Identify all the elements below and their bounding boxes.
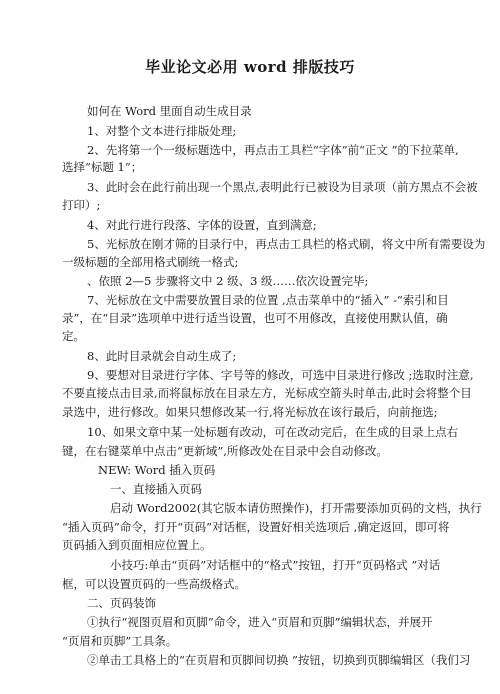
section-heading: NEW: Word 插入页码 (98, 463, 216, 477)
text-line: 小技巧:单击“页码”对话框中的“格式”按钮，打开“页码格式 ”对话 (110, 558, 441, 572)
text-line: 框，可以设置页码的一些高级格式。 (62, 577, 246, 591)
subsection-heading: 二、页码装饰 (87, 596, 156, 610)
text-line: 一级标题的全部用格式刷统一格式; (62, 255, 239, 269)
text-line: 9、要想对目录进行字体、字号等的修改，可选中目录进行修改 ;选取时注意, (87, 368, 474, 382)
text-line: 3、此时会在此行前出现一个黑点,表明此行已被设为目录项（前方黑点不会被 (87, 180, 478, 194)
text-line: 键，在右键菜单中点击“更新域”,所修改处在目录中会自动修改。 (62, 444, 388, 458)
document-title: 毕业论文必用 word 排版技巧 (145, 58, 355, 76)
text-line: 1、对整个文本进行排版处理; (87, 124, 237, 138)
text-line: 启动 Word2002(其它版本请仿照操作)，打开需要添加页码的文档，执行 (110, 501, 482, 515)
text-line: 录”，在“目录”选项单中进行适当设置，也可不用修改，直接使用默认值，确 (62, 311, 448, 325)
text-line: 录选中，进行修改。如果只想修改某一行,将光标放在该行最后，向前拖选; (62, 405, 438, 419)
text-line: ①执行“视图页眉和页脚”命令，进入“页眉和页脚”编辑状态，并展开 (87, 615, 433, 629)
text-line: 不要直接点击目录,而将鼠标放在目录左方，光标成空箭头时单击,此时会将整个目 (62, 386, 472, 400)
text-line: 2、先将第一个一级标题选中，再点击工具栏“字体”前“正文 ”的下拉菜单, (87, 143, 459, 157)
text-line: 4、对此行进行段落、字体的设置，直到满意; (87, 218, 317, 232)
text-line: “页眉和页脚”工具条。 (62, 634, 178, 648)
text-line: 、依照 2—5 步骤将文中 2 级、3 级……依次设置完毕; (87, 274, 369, 288)
text-line: ②单击工具格上的“在页眉和页脚间切换 ”按钮，切换到页脚编辑区（我们习 (87, 653, 471, 667)
text-line: 选择“标题 1”； (62, 160, 143, 174)
text-line: 8、此时目录就会自动生成了; (87, 349, 237, 363)
text-line: 页码插入到页面相应位置上。 (62, 538, 212, 552)
text-line: “插入页码”命令，打开“页码”对话框，设置好相关选项后 ,确定返回，即可将 (62, 520, 450, 534)
subsection-heading: 一、直接插入页码 (110, 482, 202, 496)
text-line: 7、光标放在文中需要放置目录的位置 ,点击菜单中的“插入” -“索引和目 (87, 293, 449, 307)
text-line: 5、光标放在刚才筛的目录行中，再点击工具栏的格式刷，将文中所有需要设为 (87, 237, 486, 251)
text-line: 定。 (62, 329, 85, 343)
text-line: 10、如果文章中某一处标题有改动，可在改动完后，在生成的目录上点右 (87, 425, 459, 439)
text-line: 如何在 Word 里面自动生成目录 (87, 104, 252, 118)
text-line: 打印）; (62, 198, 101, 212)
